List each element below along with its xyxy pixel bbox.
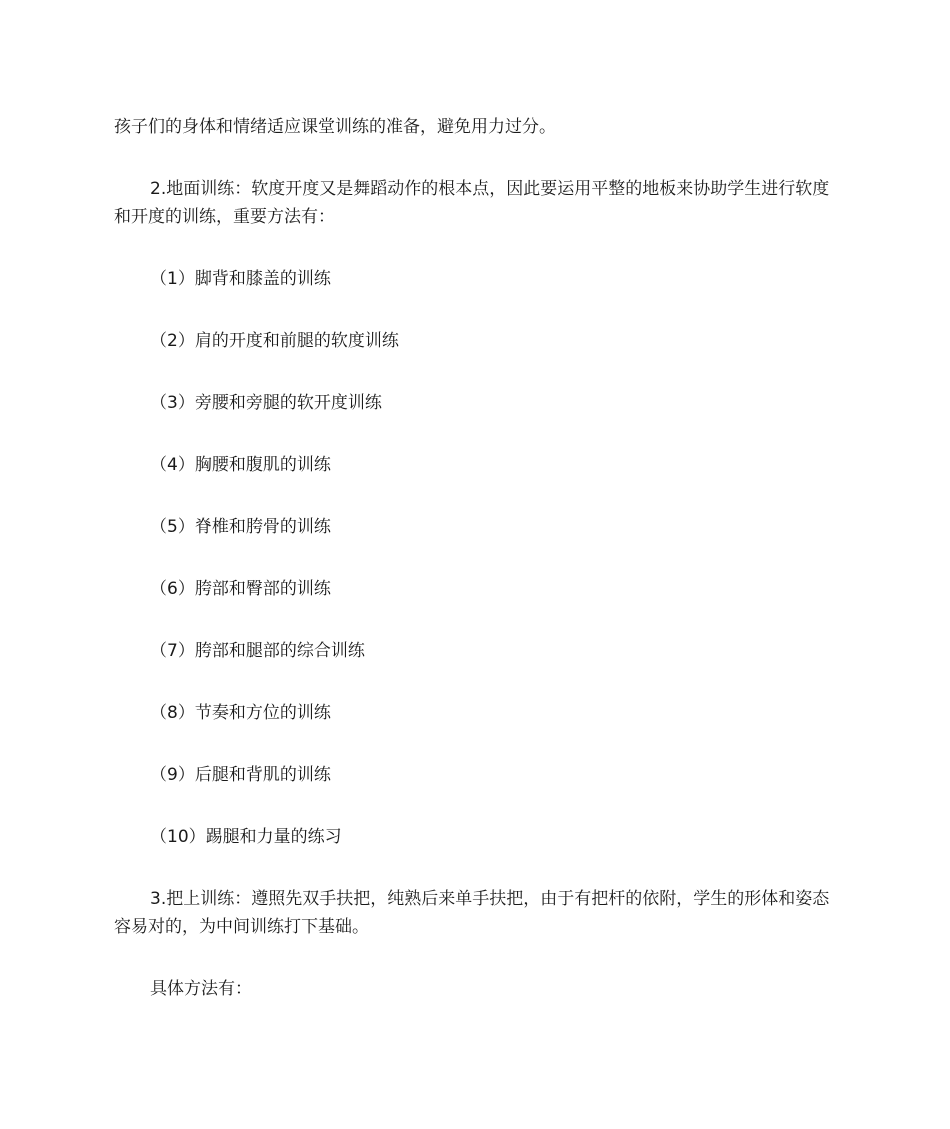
list-item: （3）旁腰和旁腿的软开度训练 [150, 393, 382, 413]
document-body [114, 113, 844, 1003]
list-item: （1）脚背和膝盖的训练 [150, 269, 331, 289]
paragraph-methods: 具体方法有： [150, 979, 252, 999]
list-item: （7）胯部和腿部的综合训练 [150, 641, 365, 661]
list-item: （10）踢腿和力量的练习 [150, 827, 342, 847]
list-item: （8）节奏和方位的训练 [150, 703, 331, 723]
list-item: （5）脊椎和胯骨的训练 [150, 517, 331, 537]
list-item: （6）胯部和臀部的训练 [150, 579, 331, 599]
list-item: （9）后腿和背肌的训练 [150, 765, 331, 785]
paragraph-barre-training: 3.把上训练：遵照先双手扶把，纯熟后来单手扶把，由于有把杆的依附，学生的形体和姿态容易对的，为中间训练打下基础。 [114, 889, 830, 937]
floor-training-list [114, 265, 844, 851]
list-item: （4）胸腰和腹肌的训练 [150, 455, 331, 475]
paragraph-floor-training: 2.地面训练：软度开度又是舞蹈动作的根本点，因此要运用平整的地板来协助学生进行软度和开度的训练，重要方法有： [114, 179, 830, 227]
paragraph-intro: 孩子们的身体和情绪适应课堂训练的准备，避免用力过分。 [114, 117, 556, 137]
list-item: （2）肩的开度和前腿的软度训练 [150, 331, 399, 351]
